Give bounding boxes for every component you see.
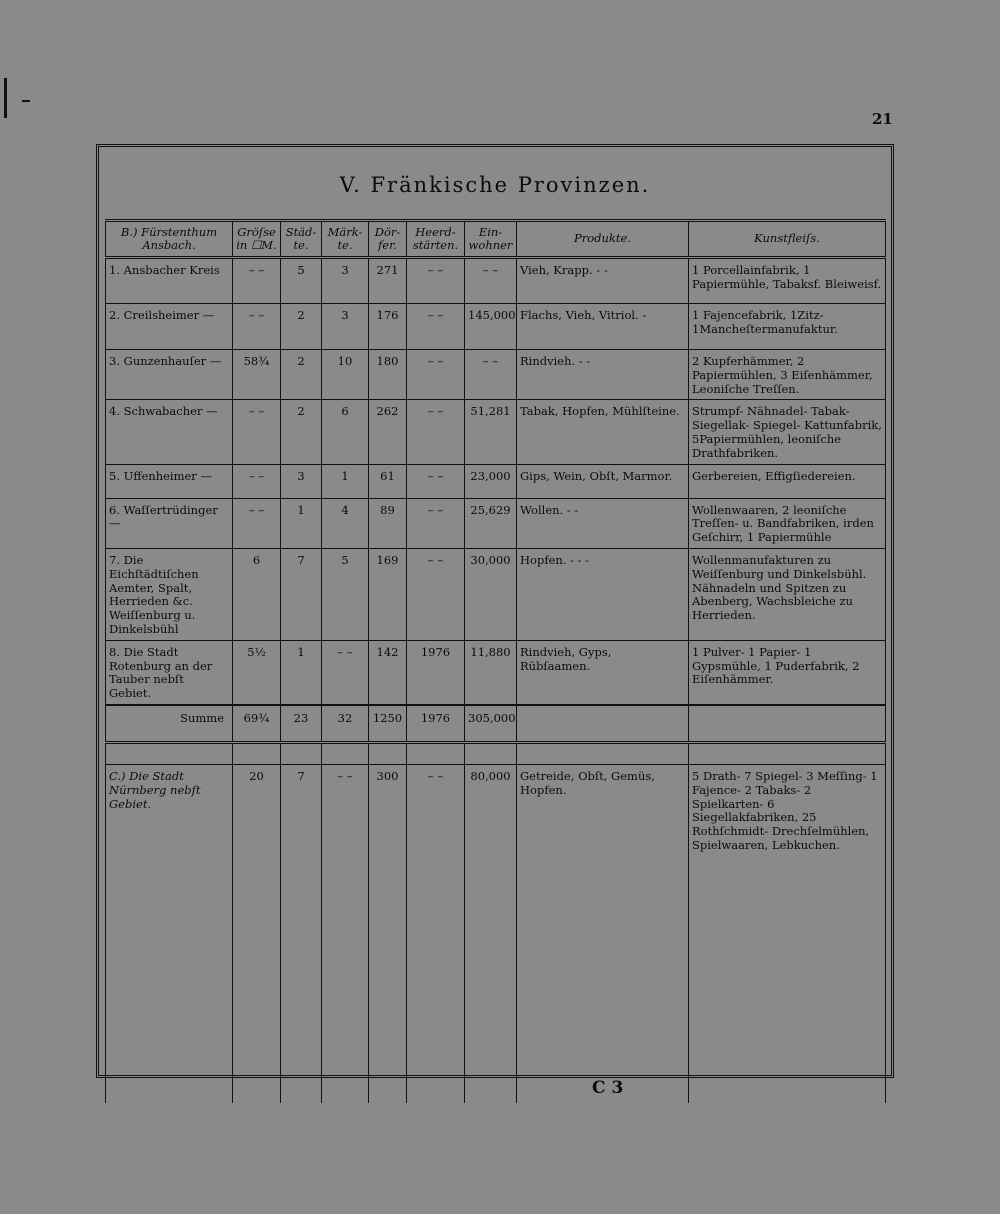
inhabitants-cell: – – bbox=[465, 350, 517, 400]
hearths-cell: – – bbox=[407, 400, 465, 464]
sum-products bbox=[517, 705, 689, 743]
district-name: C.) Die Stadt Nürnberg nebſt Gebiet. bbox=[106, 764, 233, 1103]
hearths-cell: – – bbox=[407, 350, 465, 400]
table-row bbox=[106, 498, 886, 548]
hearths-cell: – – bbox=[407, 548, 465, 640]
size-cell: – – bbox=[233, 400, 281, 464]
inhabitants-cell: 30,000 bbox=[465, 548, 517, 640]
size-cell: – – bbox=[233, 258, 281, 304]
towns-cell: 3 bbox=[281, 464, 322, 498]
table-row bbox=[106, 304, 886, 350]
header-cell: Gröſse in ☐M. bbox=[233, 221, 281, 258]
table-row bbox=[106, 400, 886, 464]
size-cell: – – bbox=[233, 464, 281, 498]
header-cell: B.) Fürstenthum Ansbach. bbox=[106, 221, 233, 258]
products-cell: Vieh, Krapp. - - bbox=[517, 258, 689, 304]
sum-villages: 1250 bbox=[369, 705, 407, 743]
products-cell: Wollen. - - bbox=[517, 498, 689, 548]
header-cell: Städ-te. bbox=[281, 221, 322, 258]
towns-cell: 1 bbox=[281, 640, 322, 705]
hearths-cell: – – bbox=[407, 464, 465, 498]
provinces-table bbox=[105, 219, 886, 1103]
district-name: 2. Creilsheimer — bbox=[106, 304, 233, 350]
hearths-cell: – – bbox=[407, 304, 465, 350]
markets-cell: 5 bbox=[322, 548, 369, 640]
sum-size: 69¾ bbox=[233, 705, 281, 743]
hearths-cell: – – bbox=[407, 764, 465, 1103]
markets-cell: 6 bbox=[322, 400, 369, 464]
district-name: 1. Ansbacher Kreis bbox=[106, 258, 233, 304]
towns-cell: 1 bbox=[281, 498, 322, 548]
industry-cell: 2 Kupferhämmer, 2 Papiermühlen, 3 Eiſenhämmer, Leoniſche Treſſen. bbox=[689, 350, 886, 400]
header-cell: Dör-fer. bbox=[369, 221, 407, 258]
sum-hearths: 1976 bbox=[407, 705, 465, 743]
markets-cell: – – bbox=[322, 764, 369, 1103]
sum-industry bbox=[689, 705, 886, 743]
villages-cell: 142 bbox=[369, 640, 407, 705]
size-cell: 20 bbox=[233, 764, 281, 1103]
district-name: 7. Die Eichſtädtiſchen Aemter, Spalt, Herrieden &c. Weiſſenburg u. Dinkelsbühl bbox=[106, 548, 233, 640]
catchword: C 3 bbox=[592, 1078, 624, 1098]
district-name: 3. Gunzenhauſer — bbox=[106, 350, 233, 400]
villages-cell: 180 bbox=[369, 350, 407, 400]
table-row bbox=[106, 350, 886, 400]
district-name: 5. Uffenheimer — bbox=[106, 464, 233, 498]
page-title: V. Fränkische Provinzen. bbox=[339, 173, 651, 197]
table-frame bbox=[96, 144, 894, 1078]
district-name: 6. Waſſertrüdinger — bbox=[106, 498, 233, 548]
provinces-table-wrapper bbox=[105, 219, 885, 1103]
inhabitants-cell: – – bbox=[465, 258, 517, 304]
products-cell: Rindvieh. - - bbox=[517, 350, 689, 400]
hearths-cell: 1976 bbox=[407, 640, 465, 705]
markets-cell: 1 bbox=[322, 464, 369, 498]
size-cell: – – bbox=[233, 304, 281, 350]
villages-cell: 89 bbox=[369, 498, 407, 548]
hearths-cell: – – bbox=[407, 498, 465, 548]
towns-cell: 5 bbox=[281, 258, 322, 304]
district-name: 8. Die Stadt Rotenburg an der Tauber nebſt Gebiet. bbox=[106, 640, 233, 705]
sum-inhabitants: 305,000 bbox=[465, 705, 517, 743]
towns-cell: 2 bbox=[281, 304, 322, 350]
table-row bbox=[106, 640, 886, 705]
industry-cell: Wollenmanufakturen zu Weiſſenburg und Dinkelsbühl. Nähnadeln und Spitzen zu Abenberg, Wachsbleiche zu Herrieden. bbox=[689, 548, 886, 640]
markets-cell: 4 bbox=[322, 498, 369, 548]
header-cell: Märk-te. bbox=[322, 221, 369, 258]
margin-mark bbox=[4, 78, 7, 118]
size-cell: – – bbox=[233, 498, 281, 548]
villages-cell: 61 bbox=[369, 464, 407, 498]
industry-cell: 1 Porcellainfabrik, 1 Papiermühle, Tabaksf. Bleiweisf. bbox=[689, 258, 886, 304]
hearths-cell: – – bbox=[407, 258, 465, 304]
inhabitants-cell: 25,629 bbox=[465, 498, 517, 548]
products-cell: Rindvieh, Gyps, Rübſaamen. bbox=[517, 640, 689, 705]
products-cell: Flachs, Vieh, Vitriol. - bbox=[517, 304, 689, 350]
sum-markets: 32 bbox=[322, 705, 369, 743]
inhabitants-cell: 11,880 bbox=[465, 640, 517, 705]
inhabitants-cell: 145,000 bbox=[465, 304, 517, 350]
villages-cell: 176 bbox=[369, 304, 407, 350]
sum-label: Summe bbox=[106, 705, 233, 743]
villages-cell: 300 bbox=[369, 764, 407, 1103]
products-cell: Tabak, Hopfen, Mühlſteine. bbox=[517, 400, 689, 464]
products-cell: Gips, Wein, Obſt, Marmor. bbox=[517, 464, 689, 498]
industry-cell: 1 Fajencefabrik, 1Zitz- 1Mancheſtermanufaktur. bbox=[689, 304, 886, 350]
villages-cell: 262 bbox=[369, 400, 407, 464]
table-row bbox=[106, 464, 886, 498]
header-cell: Heerd-stärten. bbox=[407, 221, 465, 258]
inhabitants-cell: 80,000 bbox=[465, 764, 517, 1103]
inhabitants-cell: 51,281 bbox=[465, 400, 517, 464]
industry-cell: 5 Drath- 7 Spiegel- 3 Meſſing- 1 Fajence- 2 Tabaks- 2 Spielkarten- 6 Siegellakfabriken, 25 Rothſchmidt- Drechſelmühlen, Spielwaaren, Lebkuchen. bbox=[689, 764, 886, 1103]
header-cell: Produkte. bbox=[517, 221, 689, 258]
table-row bbox=[106, 548, 886, 640]
header-cell: Ein-wohner bbox=[465, 221, 517, 258]
size-cell: 5½ bbox=[233, 640, 281, 705]
villages-cell: 271 bbox=[369, 258, 407, 304]
sum-towns: 23 bbox=[281, 705, 322, 743]
markets-cell: 10 bbox=[322, 350, 369, 400]
sum-row bbox=[106, 705, 886, 743]
table-row bbox=[106, 258, 886, 304]
villages-cell: 169 bbox=[369, 548, 407, 640]
page-number: 21 bbox=[872, 110, 893, 128]
markets-cell: – – bbox=[322, 640, 369, 705]
header-cell: Kunstfleiſs. bbox=[689, 221, 886, 258]
products-cell: Getreide, Obſt, Gemüs, Hopfen. bbox=[517, 764, 689, 1103]
margin-mark bbox=[22, 100, 30, 102]
industry-cell: Gerbereien, Effigſiedereien. bbox=[689, 464, 886, 498]
inhabitants-cell: 23,000 bbox=[465, 464, 517, 498]
industry-cell: Strumpf- Nähnadel- Tabak- Siegellak- Spiegel- Kattunfabrik, 5Papiermühlen, leoniſche Drathfabriken. bbox=[689, 400, 886, 464]
spacer-row bbox=[106, 742, 886, 764]
industry-cell: 1 Pulver- 1 Papier- 1 Gypsmühle, 1 Puderfabrik, 2 Eiſenhämmer. bbox=[689, 640, 886, 705]
towns-cell: 7 bbox=[281, 548, 322, 640]
markets-cell: 3 bbox=[322, 304, 369, 350]
table-row bbox=[106, 764, 886, 1103]
header-row bbox=[106, 221, 886, 258]
towns-cell: 7 bbox=[281, 764, 322, 1103]
towns-cell: 2 bbox=[281, 400, 322, 464]
markets-cell: 3 bbox=[322, 258, 369, 304]
towns-cell: 2 bbox=[281, 350, 322, 400]
size-cell: 58¾ bbox=[233, 350, 281, 400]
industry-cell: Wollenwaaren, 2 leoniſche Treſſen- u. Bandfabriken, irden Geſchirr, 1 Papiermühle bbox=[689, 498, 886, 548]
district-name: 4. Schwabacher — bbox=[106, 400, 233, 464]
size-cell: 6 bbox=[233, 548, 281, 640]
products-cell: Hopfen. - - - bbox=[517, 548, 689, 640]
